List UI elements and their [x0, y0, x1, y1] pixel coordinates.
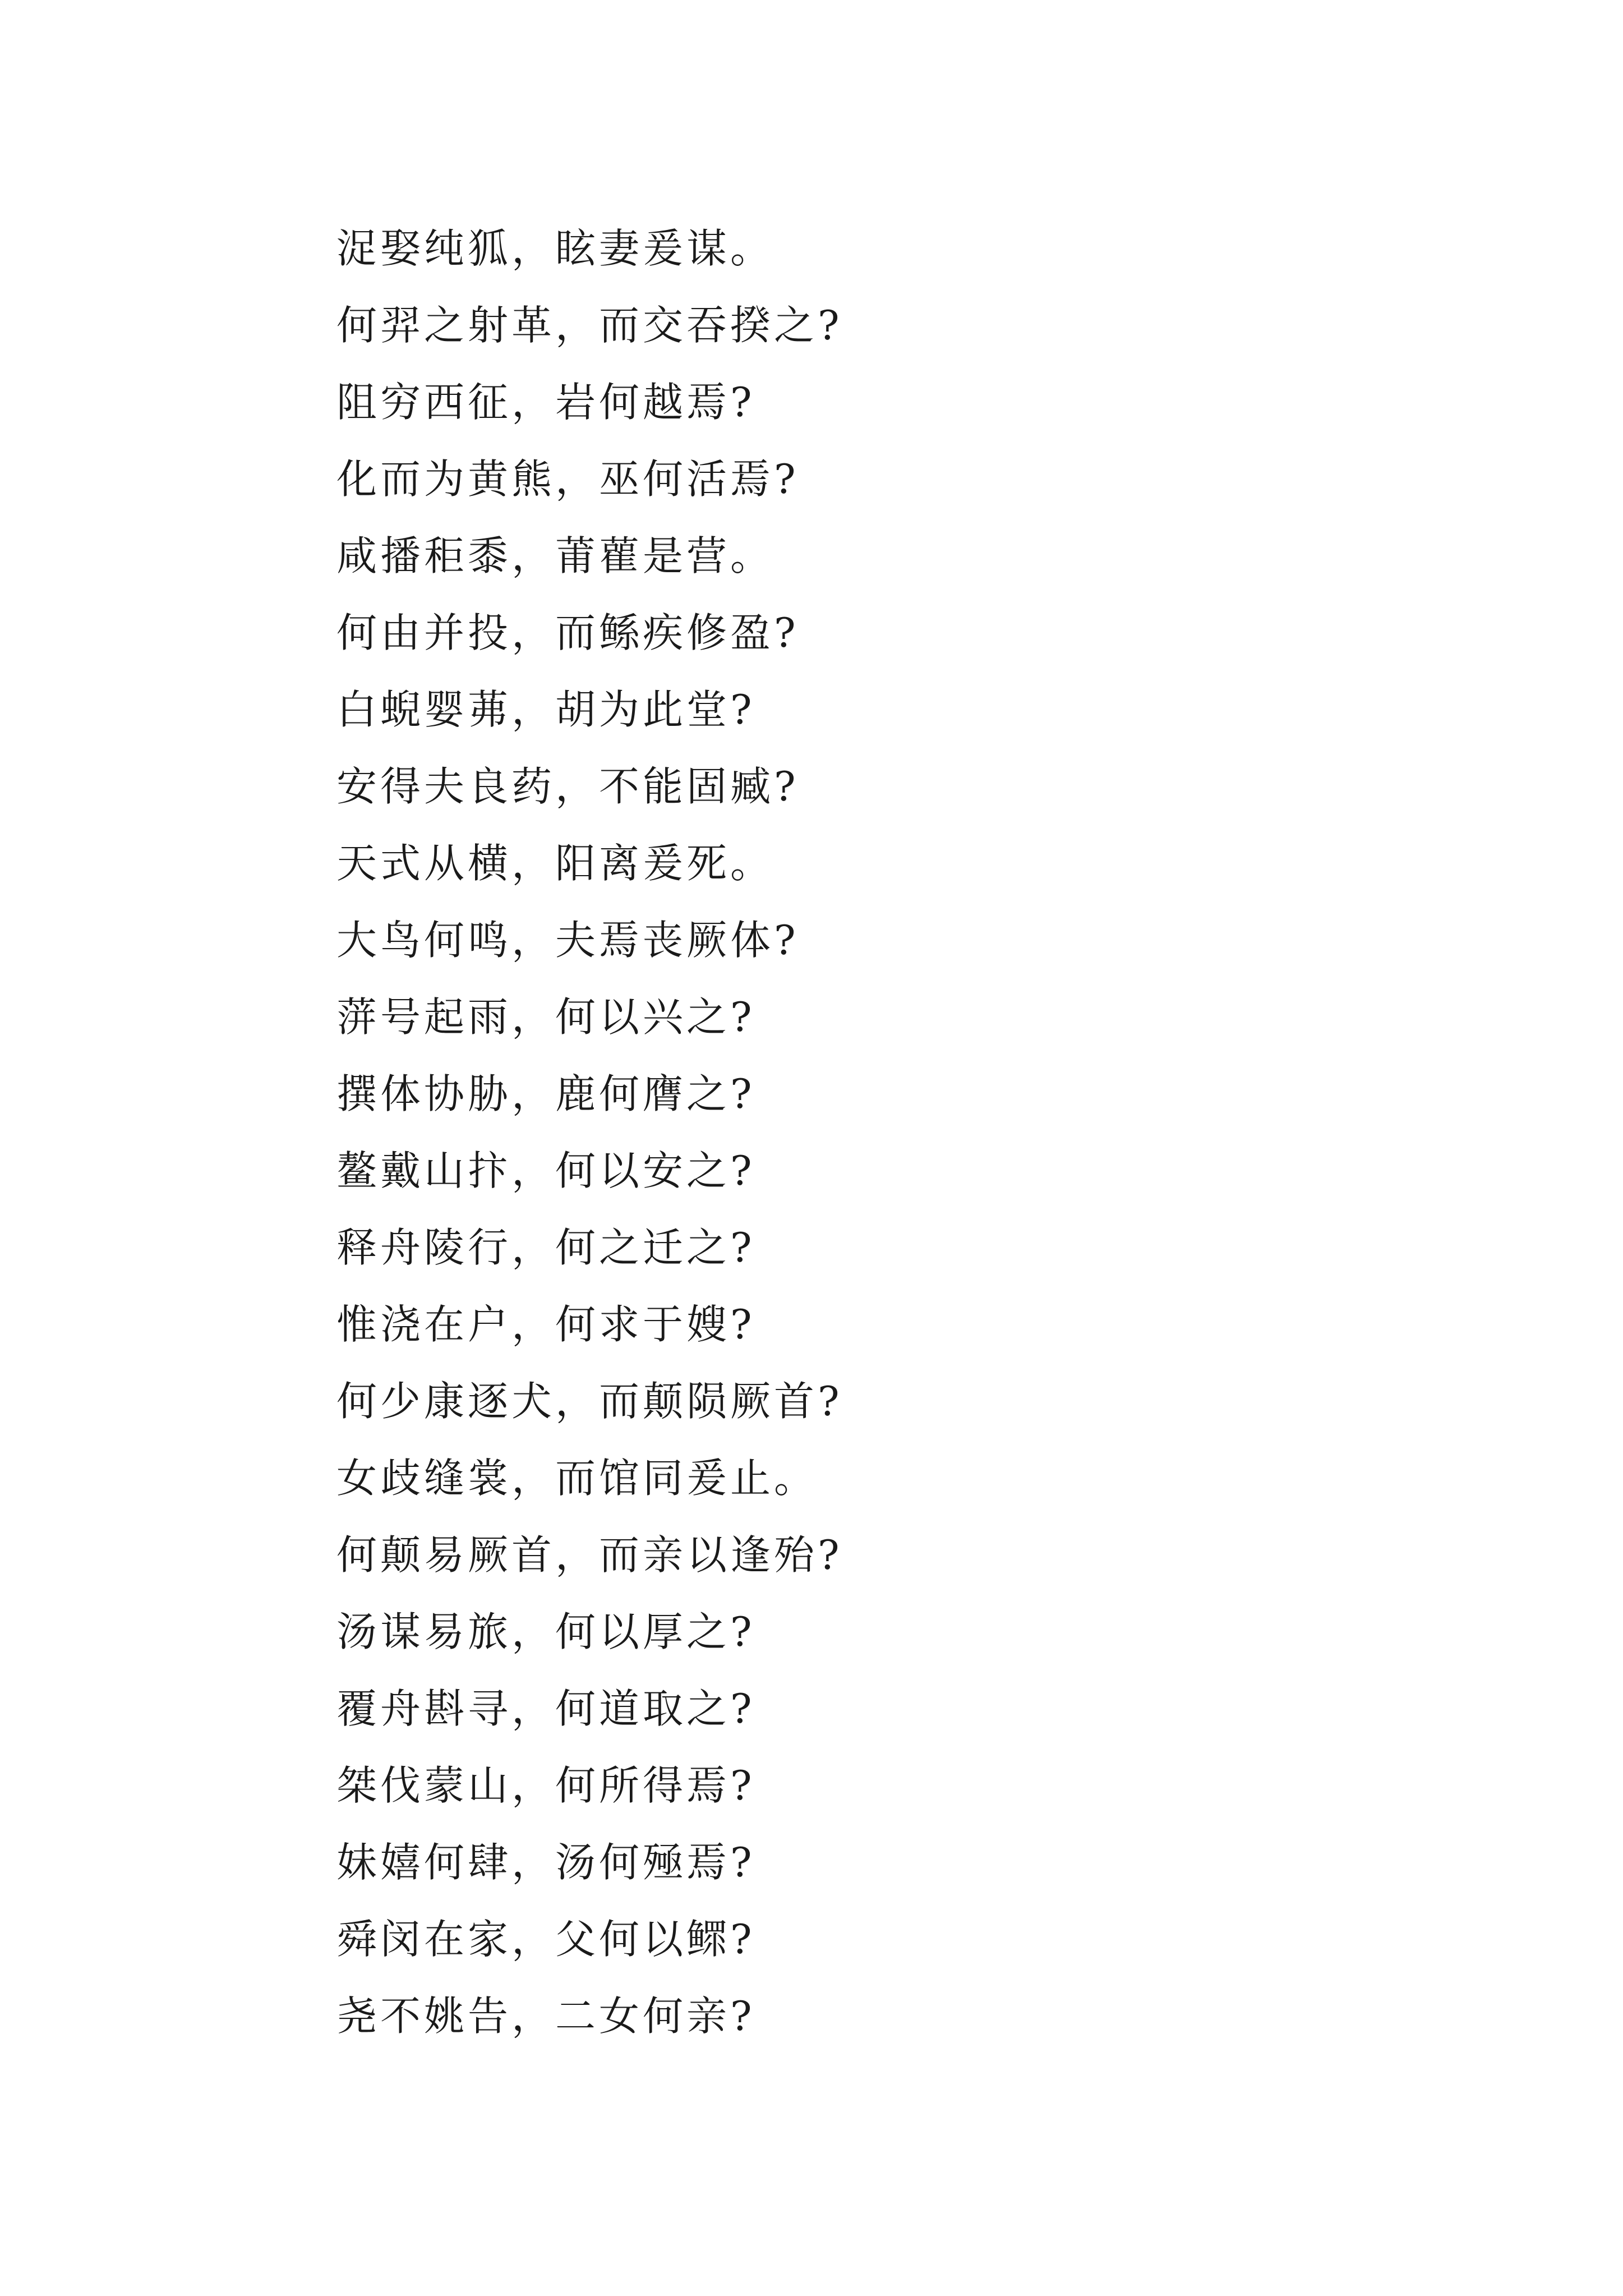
- poem-line: 女歧缝裳，而馆同爰止。: [336, 1455, 818, 1502]
- poem-line: 白蜺婴茀，胡为此堂?: [336, 686, 755, 733]
- poem-line: 释舟陵行，何之迁之?: [336, 1224, 755, 1271]
- poem-line: 蓱号起雨，何以兴之?: [336, 993, 755, 1041]
- poem-line: 汤谋易旅，何以厚之?: [336, 1608, 755, 1655]
- poem-line: 妹嬉何肆，汤何殛焉?: [336, 1839, 755, 1886]
- poem-line: 浞娶纯狐，眩妻爰谋。: [336, 225, 774, 272]
- poem-line: 天式从横，阳离爰死。: [336, 840, 774, 887]
- poem-line: 何颠易厥首，而亲以逢殆?: [336, 1531, 843, 1579]
- poem-line: 何由并投，而鲧疾修盈?: [336, 609, 799, 656]
- poem-line: 舜闵在家，父何以鳏?: [336, 1916, 755, 1963]
- poem-line: 惟浇在户，何求于嫂?: [336, 1301, 755, 1348]
- poem-line: 安得夫良药，不能固臧?: [336, 763, 799, 810]
- poem-line: 阻穷西征，岩何越焉?: [336, 379, 755, 426]
- poem-line: 大鸟何鸣，夫焉丧厥体?: [336, 917, 799, 964]
- poem-line: 何羿之射革，而交吞揆之?: [336, 302, 843, 349]
- poem-line: 覆舟斟寻，何道取之?: [336, 1685, 755, 1732]
- poem-line: 尧不姚告，二女何亲?: [336, 1993, 755, 2040]
- poem-text: [336, 210, 843, 2055]
- poem-line: 何少康逐犬，而颠陨厥首?: [336, 1378, 843, 1425]
- poem-line: 桀伐蒙山，何所得焉?: [336, 1762, 755, 1809]
- poem-line: 撰体协胁，鹿何膺之?: [336, 1070, 755, 1117]
- poem-line: 鳌戴山抃，何以安之?: [336, 1147, 755, 1194]
- poem-line: 咸播秬黍，莆雚是营。: [336, 532, 774, 579]
- poem-line: 化而为黄熊，巫何活焉?: [336, 455, 799, 503]
